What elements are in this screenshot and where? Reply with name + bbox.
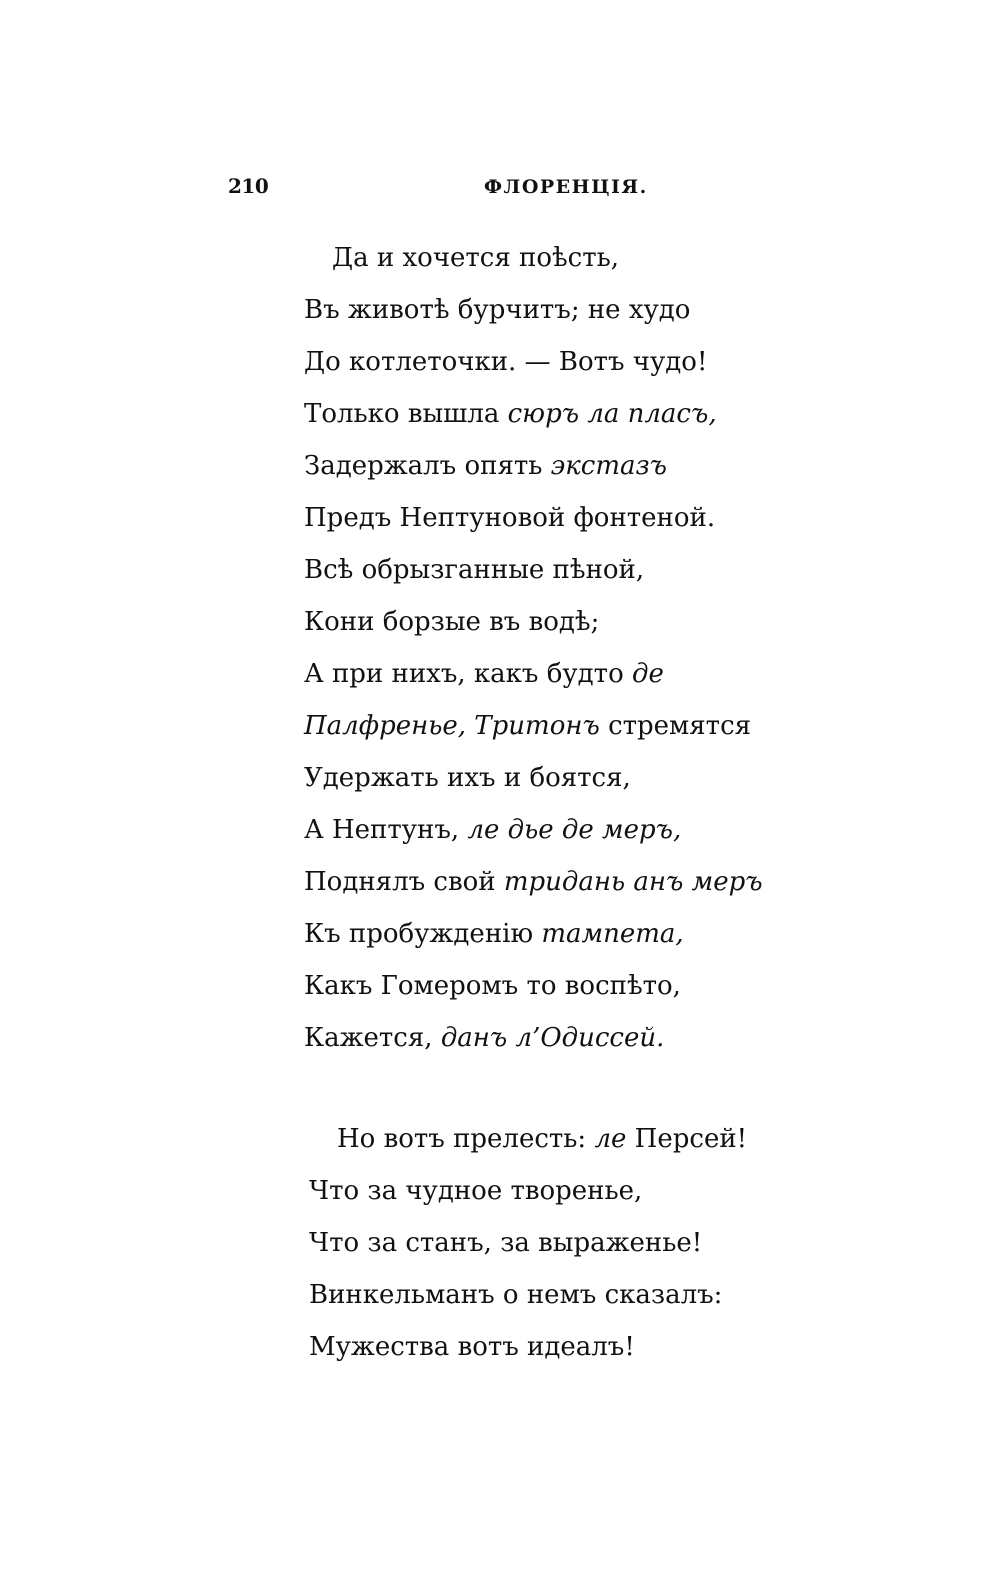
verse-text: Винкельманъ о немъ сказалъ: [309,1280,723,1310]
verse-line [304,752,763,804]
verse-text: Задержалъ опять [304,451,551,481]
verse-text: А при нихъ, какъ будто [304,659,632,689]
verse-text-italic: тампета, [541,919,684,949]
verse-text: Въ животѣ бурчитъ; не худо [304,295,691,325]
verse-text: Да и хочется поѣсть, [332,243,620,273]
running-title: ФЛОРЕНЦІЯ. [484,176,648,198]
verse-line [304,648,763,700]
verse-line [304,284,763,336]
verse-line [309,1113,747,1165]
verse-line [304,856,763,908]
verse-text: Персей! [626,1124,748,1154]
verse-text: Поднялъ свой [304,867,504,897]
verse-line [309,1217,747,1269]
verse-text: Кажется, [304,1023,441,1053]
verse-line [309,1165,747,1217]
verse-text: А Нептунъ, [304,815,468,845]
verse-text: Только вышла [304,399,508,429]
verse-text: Предъ Нептуновой фонтеной. [304,503,716,533]
verse-text: Какъ Гомеромъ то воспѣто, [304,971,681,1001]
verse-text: Мужества вотъ идеалъ! [309,1332,635,1362]
verse-text: Кони борзые въ водѣ; [304,607,600,637]
verse-text: До котлеточки. — Вотъ чудо! [304,347,708,377]
verse-line [304,492,763,544]
verse-text-italic: ле [594,1124,627,1154]
verse-text: Что за станъ, за выраженье! [309,1228,703,1258]
verse-line [304,700,763,752]
page-number: 210 [228,174,269,198]
verse-text-italic: данъ л’Одиссей. [440,1023,665,1053]
verse-text: Удержать ихъ и боятся, [304,763,631,793]
verse-text: Что за чудное творенье, [309,1176,643,1206]
verse-line [304,544,763,596]
verse-line [304,232,763,284]
verse-line [304,336,763,388]
verse-text-italic: сюръ ла пласъ, [507,399,717,429]
verse-line [304,388,763,440]
verse-text-italic: экстазъ [550,451,667,481]
verse-text-italic: Палфренье, Тритонъ [304,711,600,741]
verse-line [309,1321,747,1373]
verse-text: Къ пробужденію [304,919,542,949]
stanza-2 [309,1113,747,1373]
verse-line [304,1012,763,1064]
verse-text: Но вотъ прелесть: [337,1124,595,1154]
verse-line [304,908,763,960]
verse-text-italic: ле дье де меръ, [467,815,682,845]
verse-text: Всѣ обрызганные пѣной, [304,555,645,585]
verse-line [304,804,763,856]
verse-text-italic: тридань анъ меръ [503,867,763,897]
verse-text: стремятся [599,711,752,741]
verse-text-italic: де [631,659,664,689]
verse-line [304,960,763,1012]
stanza-1 [304,232,763,1064]
verse-line [309,1269,747,1321]
verse-line [304,596,763,648]
verse-line [304,440,763,492]
